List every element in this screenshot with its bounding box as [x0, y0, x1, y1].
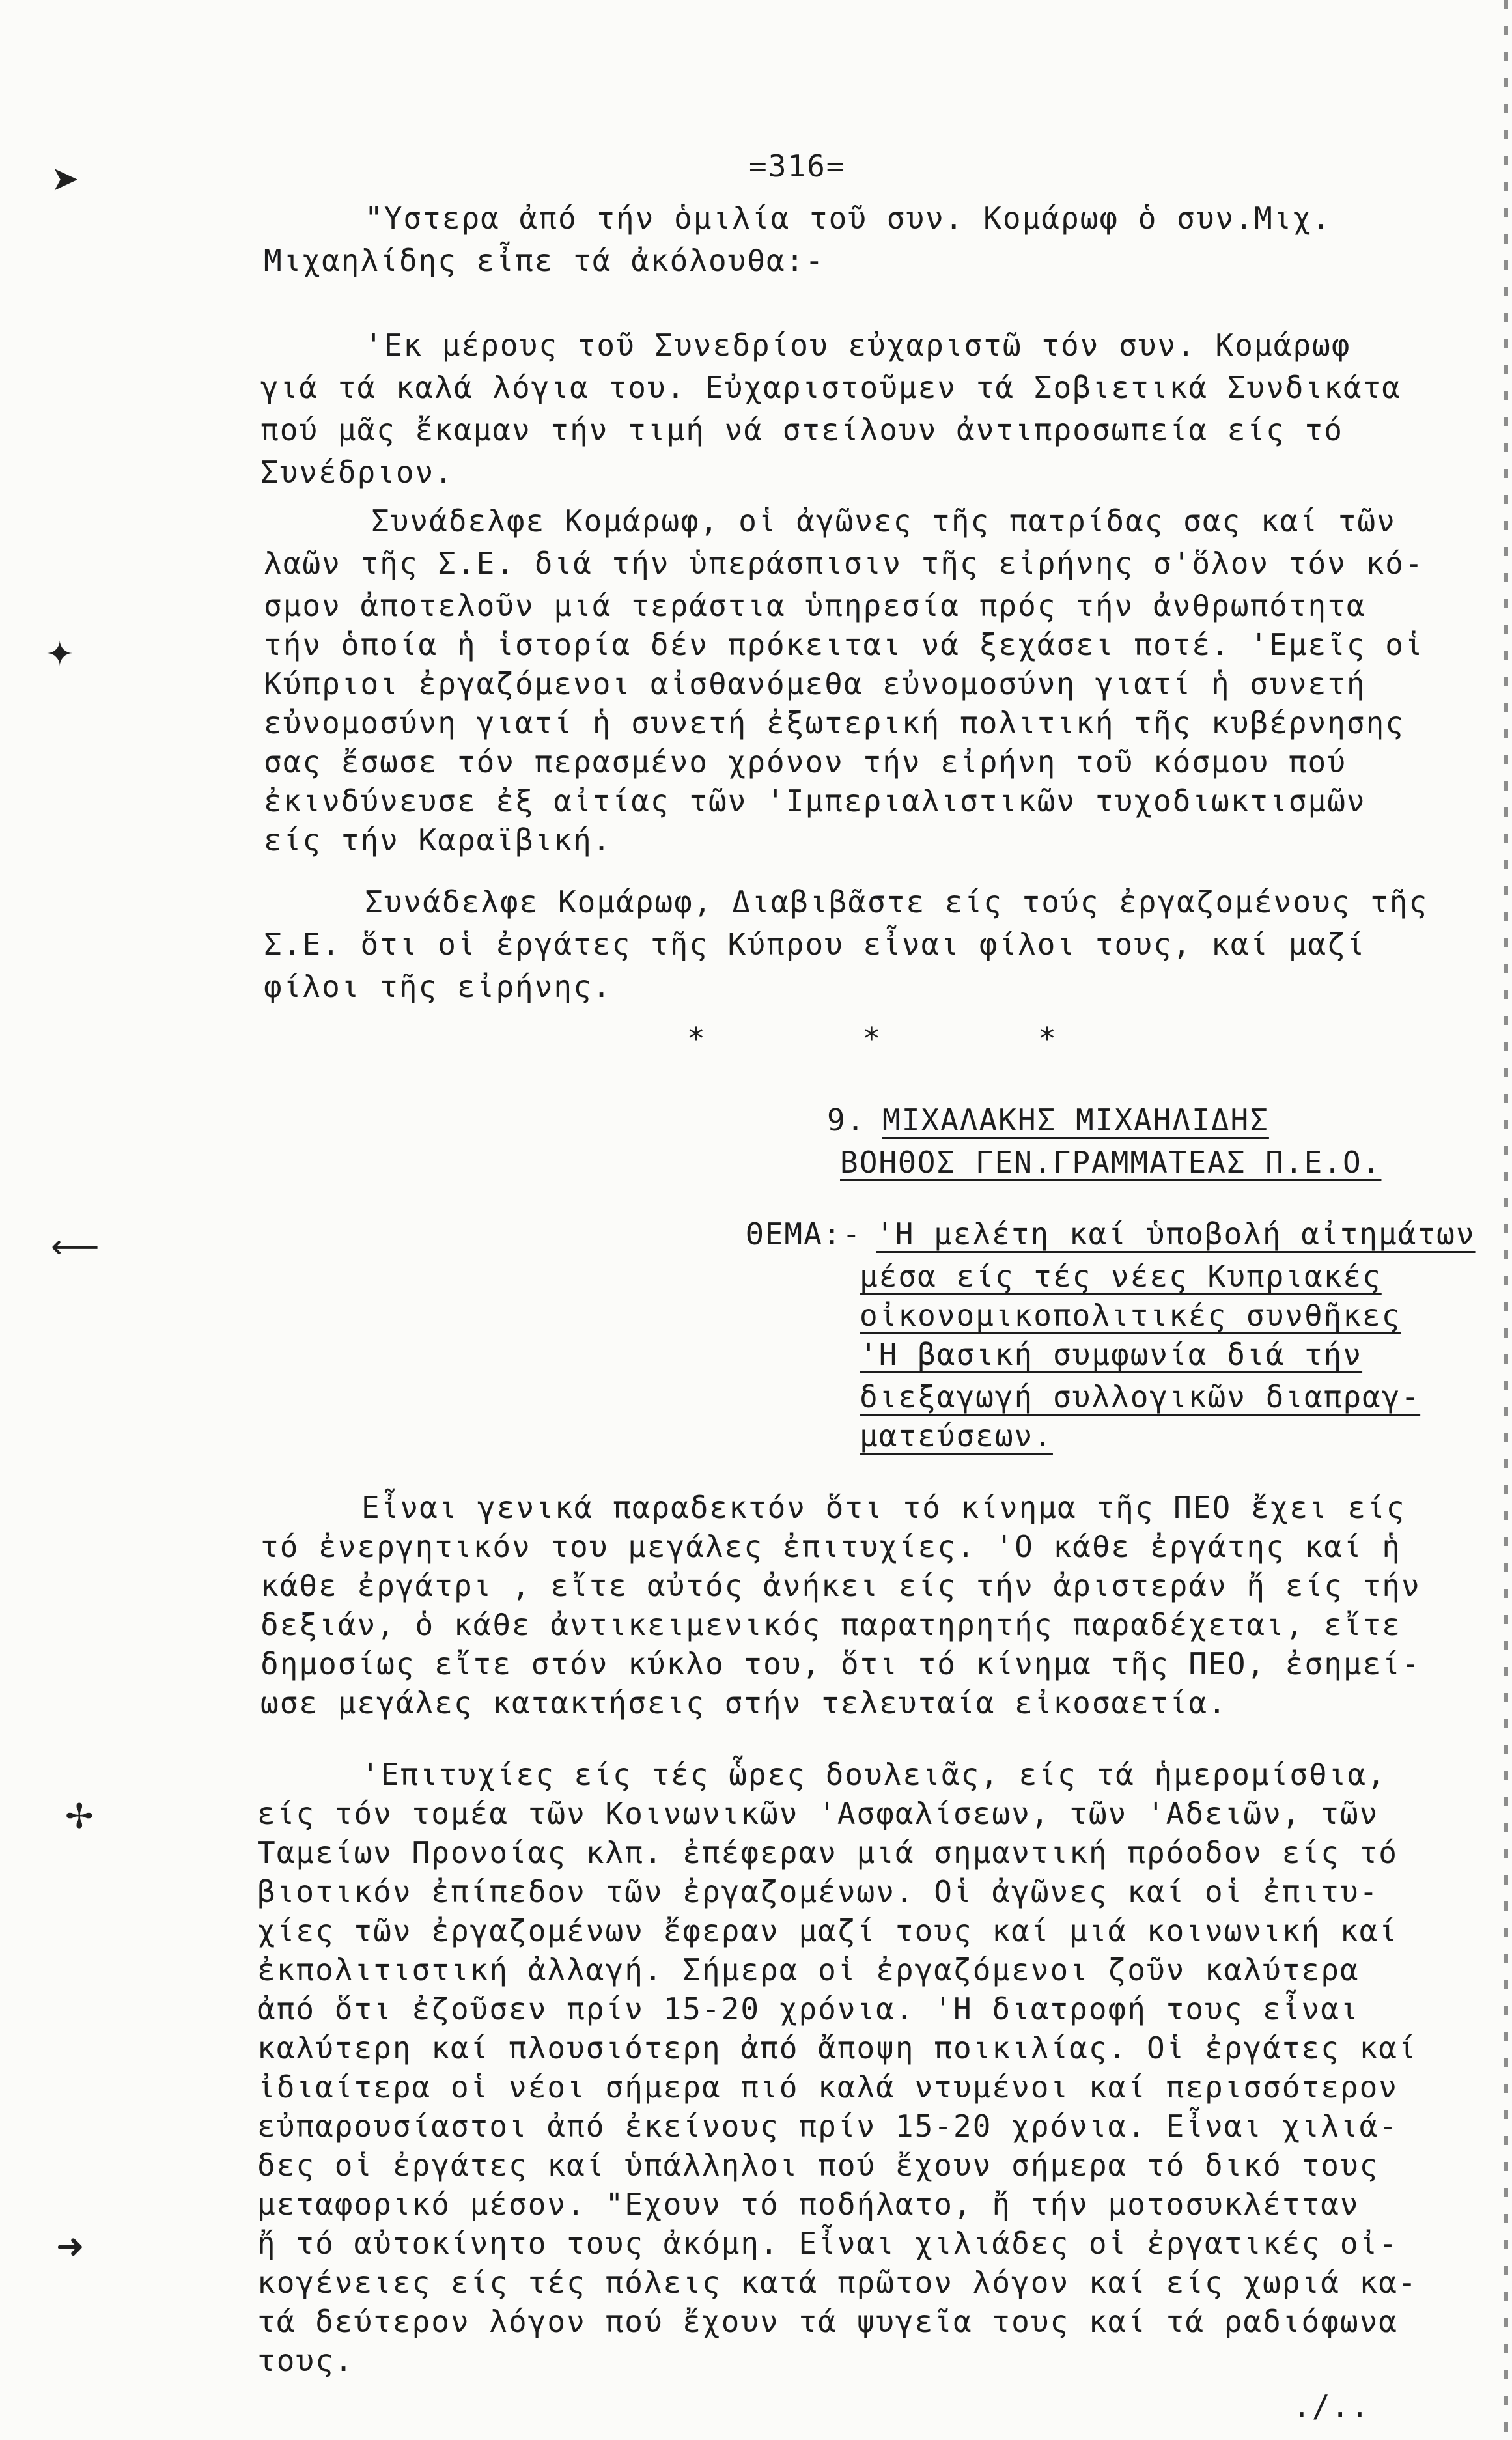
paragraph-line: ἀπό ὅτι ἐζοῦσεν πρίν 15-20 χρόνια. 'Η διατροφή τους εἶναι [257, 1991, 1360, 2026]
paragraph-line: κάθε ἐργάτρι , εἴτε αὐτός ἀνήκει είς τήν ἀριστεράν ἤ είς τήν [260, 1568, 1421, 1603]
topic-line: 'Η βασική συμφωνία διά τήν [860, 1337, 1363, 1372]
paragraph-line: καλύτερη καί πλουσιότερη ἀπό ἄποψη ποικιλίας. Οἱ ἐργάτες καί [257, 2030, 1418, 2066]
paragraph-line: γιά τά καλά λόγια του. Εὐχαριστοῦμεν τά Σοβιετικά Συνδικάτα [260, 370, 1401, 405]
page-number: =316= [749, 148, 846, 184]
paragraph-line: πού μᾶς ἔκαμαν τήν τιμή νά στείλουν ἀντιπροσωπεία είς τό [260, 412, 1343, 447]
speaker-role: ΒΟΗΘΟΣ ΓΕΝ.ΓΡΑΜΜΑΤΕΑΣ Π.Ε.Ο. [840, 1145, 1382, 1180]
paragraph-line: κογένειες είς τές πόλεις κατά πρῶτον λόγον καί είς χωριά κα- [257, 2265, 1418, 2300]
speaker-number: 9. [827, 1102, 866, 1138]
paragraph-line: είς τήν Καραϊβική. [264, 822, 612, 858]
binder-hole-mark-icon: ⟵ [51, 1227, 100, 1267]
paragraph-line: δεξιάν, ὁ κάθε ἀντικειμενικός παρατηρητής παραδέχεται, εἴτε [260, 1607, 1401, 1642]
section-separator: * * * [687, 1021, 1060, 1056]
binder-hole-mark-icon: ✢ [65, 1797, 94, 1836]
topic-line: 'Η μελέτη καί ὑποβολή αἰτημάτων [876, 1216, 1476, 1252]
topic-line: ματεύσεων. [860, 1418, 1053, 1453]
binder-hole-mark-icon: ➜ [56, 2227, 85, 2266]
paragraph-line: 'Εκ μέρους τοῦ Συνεδρίου εὐχαριστῶ τόν συν. Κομάρωφ [365, 328, 1351, 363]
intro-line: "Υστερα ἀπό τήν ὁμιλία τοῦ συν. Κομάρωφ ὁ συν.Μιχ. [365, 201, 1332, 236]
paragraph-line: ἤ τό αὐτοκίνητο τους ἀκόμη. Εἶναι χιλιάδες οἱ ἐργατικές οἰ- [257, 2226, 1398, 2261]
paragraph-line: βιοτικόν ἐπίπεδον τῶν ἐργαζομένων. Οἱ ἀγῶνες καί οἱ ἐπιτυ- [257, 1874, 1379, 1909]
paragraph-line: ἐκπολιτιστική ἀλλαγή. Σήμερα οἱ ἐργαζόμενοι ζοῦν καλύτερα [257, 1952, 1360, 1987]
paragraph-line: Ταμείων Προνοίας κλπ. ἐπέφεραν μιά σημαντική πρόοδον είς τό [257, 1835, 1398, 1870]
paragraph-line: τό ἐνεργητικόν του μεγάλες ἐπιτυχίες. 'Ο κάθε ἐργάτης καί ἡ [260, 1529, 1401, 1564]
paragraph-line: Συνάδελφε Κομάρωφ, Διαβιβᾶστε είς τούς ἐργαζομένους τῆς [365, 884, 1429, 919]
paragraph-line: σας ἔσωσε τόν περασμένο χρόνον τήν εἰρήνη τοῦ κόσμου πού [264, 744, 1347, 779]
paragraph-line: δημοσίως εἴτε στόν κύκλο του, ὅτι τό κίνημα τῆς ΠΕΟ, ἐσημεί- [260, 1646, 1421, 1681]
paragraph-line: δες οἱ ἐργάτες καί ὑπάλληλοι πού ἔχουν σήμερα τό δικό τους [257, 2148, 1379, 2183]
paragraph-line: ἰδιαίτερα οἱ νέοι σήμερα πιό καλά ντυμένοι καί περισσότερον [257, 2069, 1398, 2105]
paragraph-line: τά δεύτερον λόγον πού ἔχουν τά ψυγεῖα τους καί τά ραδιόφωνα [257, 2304, 1398, 2339]
paragraph-line: είς τόν τομέα τῶν Κοινωνικῶν 'Ασφαλίσεων, τῶν 'Αδειῶν, τῶν [257, 1796, 1379, 1831]
paragraph-line: Συνέδριον. [260, 455, 454, 490]
paragraph-line: Κύπριοι ἐργαζόμενοι αἰσθανόμεθα εὐνομοσύνη γιατί ἡ συνετή [264, 666, 1366, 701]
paragraph-line: ἐκινδύνευσε ἐξ αἰτίας τῶν 'Ιμπεριαλιστικῶν τυχοδιωκτισμῶν [264, 783, 1366, 819]
paragraph-line: σμον ἀποτελοῦν μιά τεράστια ὑπηρεσία πρός τήν ἀνθρωπότητα [264, 588, 1366, 623]
paragraph-line: μεταφορικό μέσον. "Εχουν τό ποδήλατο, ἤ τήν μοτοσυκλέτταν [257, 2187, 1360, 2222]
binder-hole-mark-icon: ➤ [51, 160, 79, 199]
scan-edge-perforation [1504, 0, 1508, 2440]
paragraph-line: ωσε μεγάλες κατακτήσεις στήν τελευταία εἰκοσαετία. [260, 1685, 1227, 1720]
continuation-mark: ./.. [1293, 2389, 1370, 2424]
intro-line: Μιχαηλίδης εἶπε τά ἀκόλουθα:- [264, 243, 825, 278]
paragraph-line: χίες τῶν ἐργαζομένων ἔφεραν μαζί τους καί μιά κοινωνική καί [257, 1913, 1398, 1948]
paragraph-line: Συνάδελφε Κομάρωφ, οἱ ἀγῶνες τῆς πατρίδας σας καί τῶν [371, 503, 1396, 539]
paragraph-line: Σ.Ε. ὅτι οἱ ἐργάτες τῆς Κύπρου εἶναι φίλοι τους, καί μαζί [264, 927, 1366, 962]
paragraph-line: εὐνομοσύνη γιατί ἡ συνετή ἐξωτερική πολιτική τῆς κυβέρνησης [264, 705, 1405, 740]
paragraph-line: Εἶναι γενικά παραδεκτόν ὅτι τό κίνημα τῆς ΠΕΟ ἔχει είς [361, 1490, 1406, 1525]
topic-line: μέσα είς τές νέες Κυπριακές [860, 1259, 1382, 1294]
topic-line: διεξαγωγή συλλογικῶν διαπραγ- [860, 1379, 1421, 1414]
topic-line: οἰκονομικοπολιτικές συνθῆκες [860, 1298, 1401, 1333]
paragraph-line: τους. [257, 2343, 354, 2378]
paragraph-line: λαῶν τῆς Σ.Ε. διά τήν ὑπεράσπισιν τῆς εἰρήνης σ'ὅλον τόν κό- [264, 546, 1424, 581]
binder-hole-mark-icon: ✦ [46, 635, 74, 674]
paragraph-line: 'Επιτυχίες είς τές ὧρες δουλειᾶς, είς τά ἡμερομίσθια, [361, 1757, 1386, 1792]
speaker-name: ΜΙΧΑΛΑΚΗΣ ΜΙΧΑΗΛΙΔΗΣ [882, 1102, 1269, 1138]
paragraph-line: τήν ὁποία ἡ ἱστορία δέν πρόκειται νά ξεχάσει ποτέ. 'Εμεῖς οἱ [264, 627, 1424, 662]
paragraph-line: φίλοι τῆς εἰρήνης. [264, 969, 612, 1004]
topic-label: ΘΕΜΑ:- [746, 1216, 862, 1252]
paragraph-line: εὐπαρουσίαστοι ἀπό ἐκείνους πρίν 15-20 χρόνια. Εἶναι χιλιά- [257, 2109, 1398, 2144]
